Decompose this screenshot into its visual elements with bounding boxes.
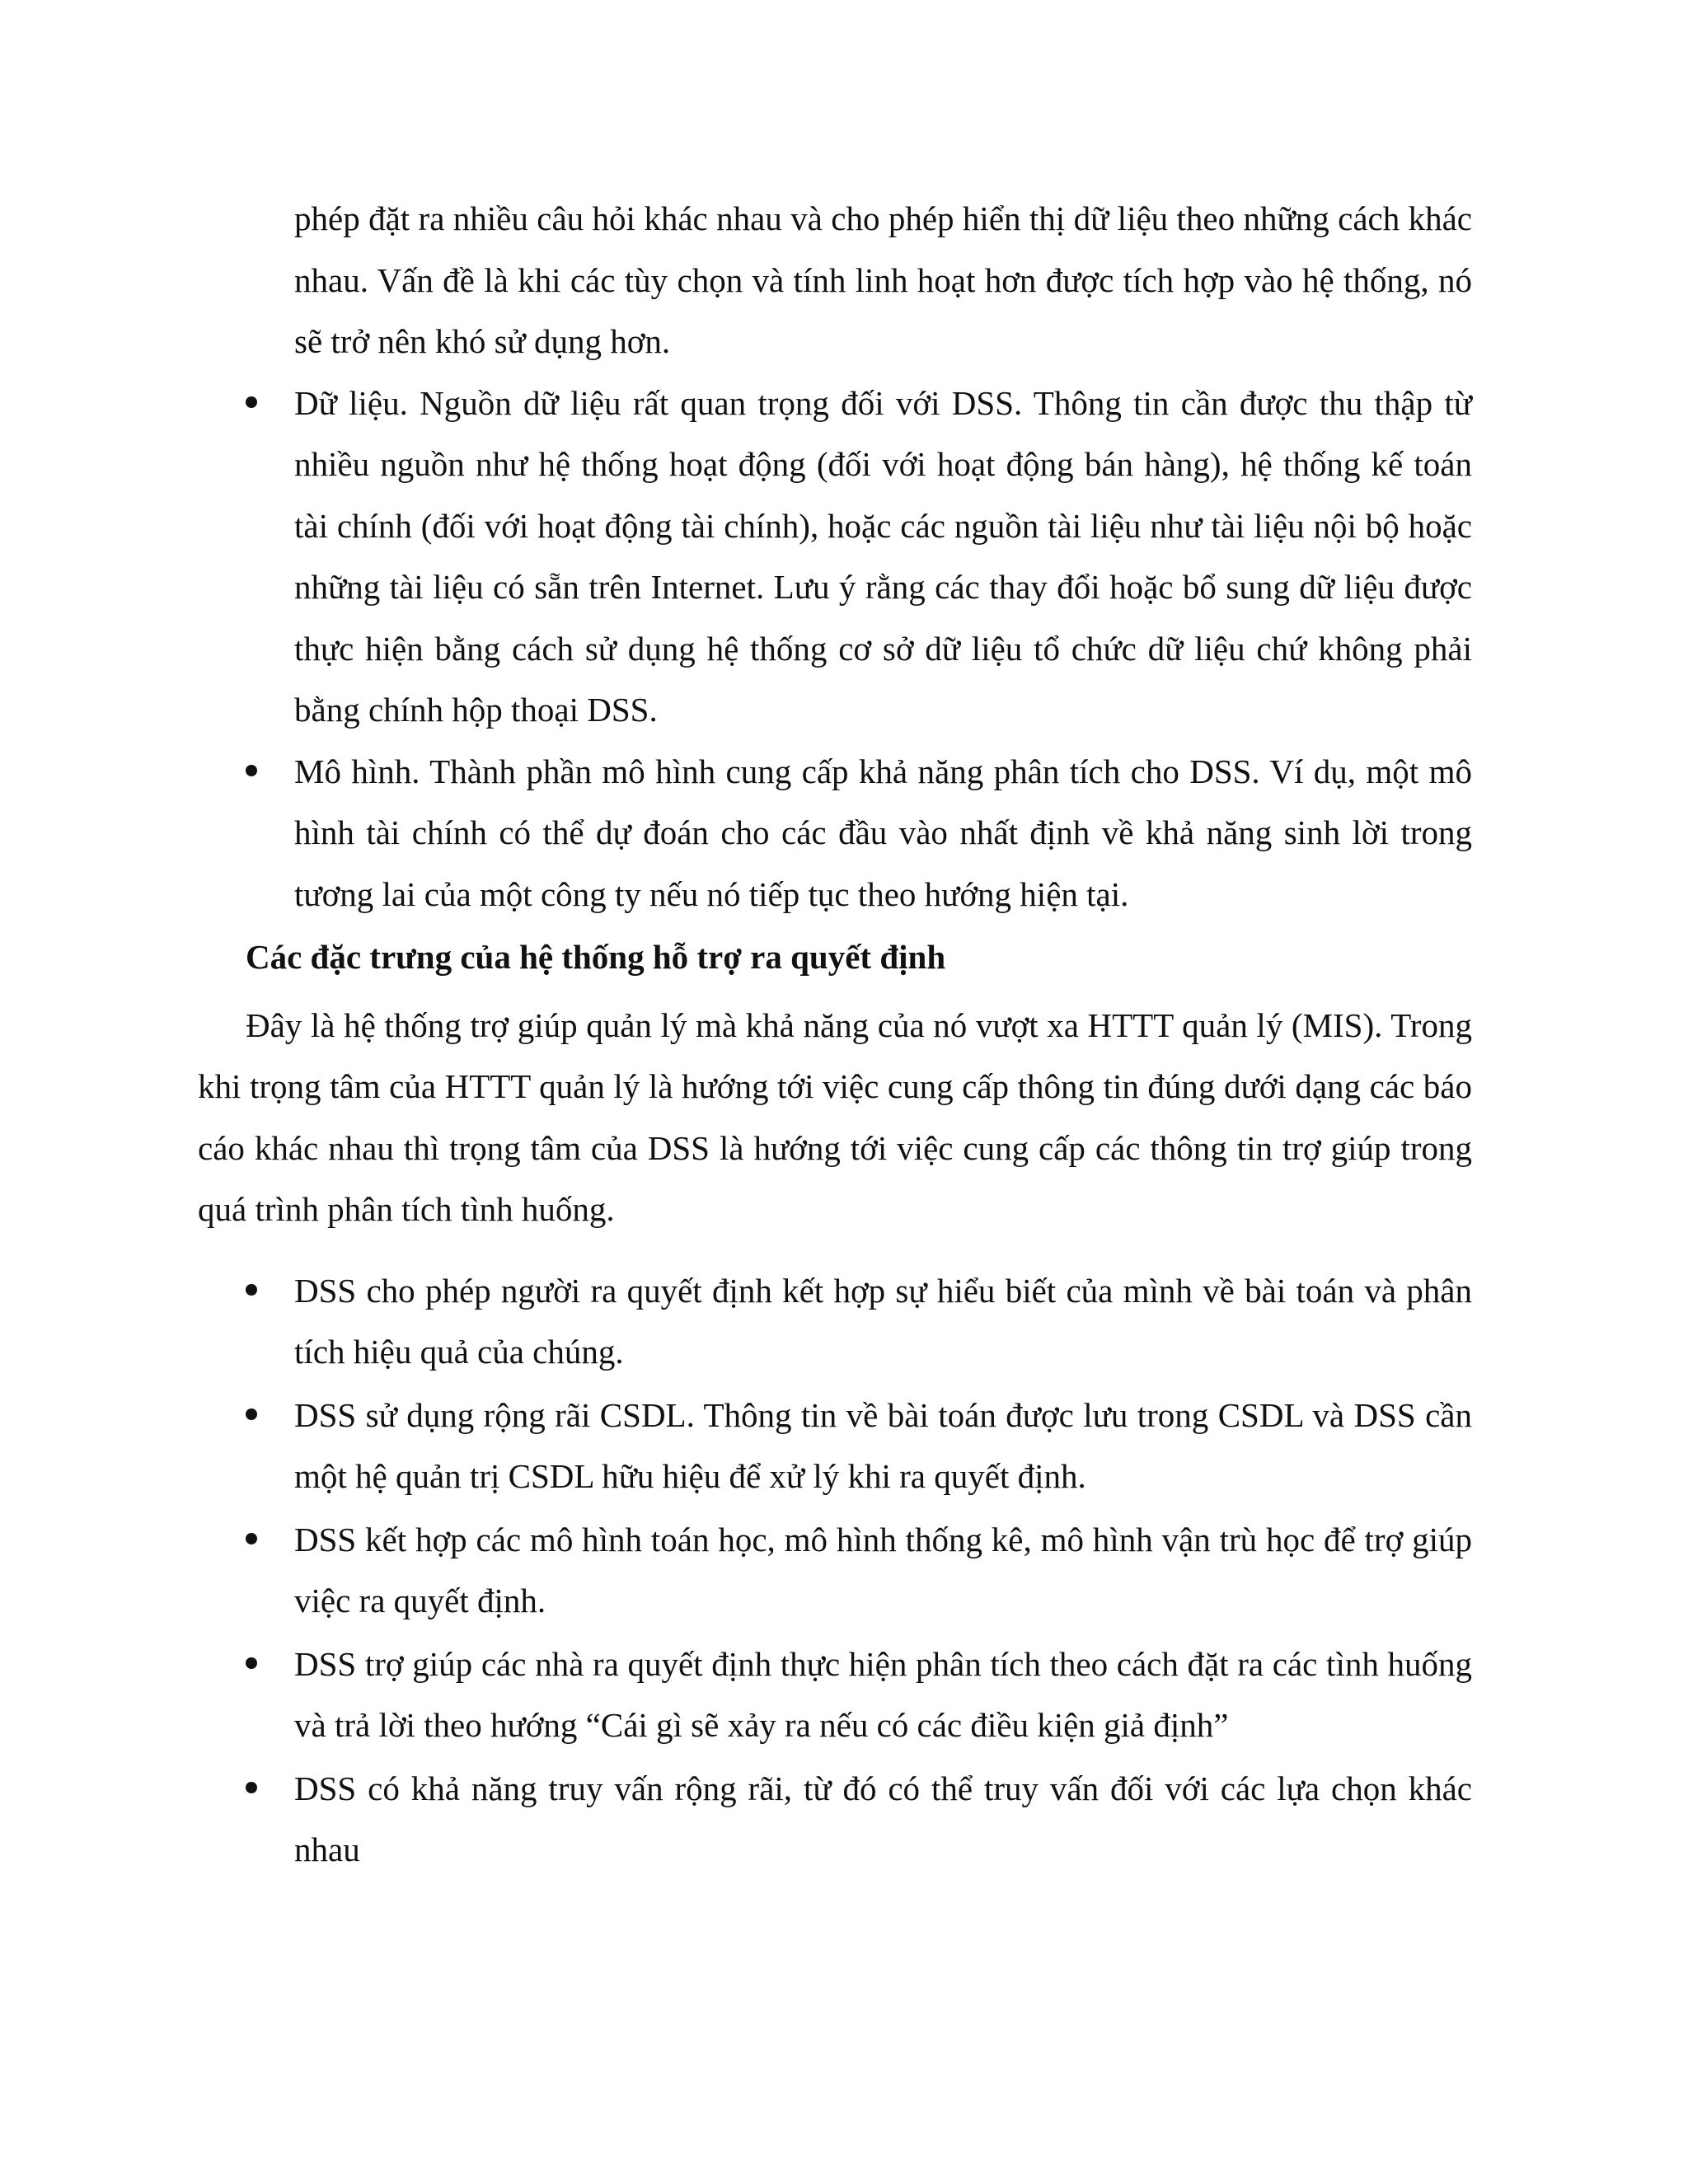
bullet-icon: [246, 396, 257, 408]
bullet-icon: [246, 765, 257, 776]
intro-paragraph: Đây là hệ thống trợ giúp quản lý mà khả năng của nó vượt xa HTTT quản lý (MIS). Trong khi trọng tâm của HTTT quản lý là hướng tới việc cung cấp thông tin đúng dưới dạng các báo cáo khác nhau thì trọng tâm của DSS là hướng tới việc cung cấp các thông tin trợ giúp trong quá trình phân tích tình huống.: [198, 1005, 1472, 1228]
list-item: [198, 1509, 1472, 1632]
list-item: [198, 1385, 1472, 1507]
list-item-text: DSS kết hợp các mô hình toán học, mô hình thống kê, mô hình vận trù học để trợ giúp việc ra quyết định.: [294, 1520, 1472, 1619]
section-heading: Các đặc trưng của hệ thống hỗ trợ ra quyết định: [246, 938, 946, 976]
list-item-text: DSS có khả năng truy vấn rộng rãi, từ đó có thể truy vấn đối với các lựa chọn khác nhau: [294, 1769, 1472, 1868]
list-item: [198, 1633, 1472, 1756]
list-item-text: DSS cho phép người ra quyết định kết hợp sự hiểu biết của mình về bài toán và phân tích hiệu quả của chúng.: [294, 1271, 1472, 1371]
bullet-icon: [246, 1284, 257, 1296]
dss-components-list: [198, 373, 1472, 926]
dss-characteristics-list: [198, 1260, 1472, 1881]
bullet-icon: [246, 1782, 257, 1793]
list-item-text: DSS trợ giúp các nhà ra quyết định thực hiện phân tích theo cách đặt ra các tình huống và trả lời theo hướng “Cái gì sẽ xảy ra nếu có các điều kiện giả định”: [294, 1644, 1472, 1744]
list-item-text: Dữ liệu. Nguồn dữ liệu rất quan trọng đối với DSS. Thông tin cần được thu thập từ nhiều nguồn như hệ thống hoạt động (đối với hoạt động bán hàng), hệ thống kế toán tài chính (đối với hoạt động tài chính), hoặc các nguồn tài liệu như tài liệu nội bộ hoặc những tài liệu có sẵn trên Internet. Lưu ý rằng các thay đổi hoặc bổ sung dữ liệu được thực hiện bằng cách sử dụng hệ thống cơ sở dữ liệu tổ chức dữ liệu chứ không phải bằng chính hộp thoại DSS.: [294, 383, 1472, 729]
list-item: [198, 373, 1472, 741]
bullet-icon: [246, 1408, 257, 1420]
list-item-text: Mô hình. Thành phần mô hình cung cấp khả năng phân tích cho DSS. Ví dụ, một mô hình tài chính có thể dự đoán cho các đầu vào nhất định về khả năng sinh lời trong tương lai của một công ty nếu nó tiếp tục theo hướng hiện tại.: [294, 752, 1472, 913]
list-item: [198, 741, 1472, 926]
list-item-text: DSS sử dụng rộng rãi CSDL. Thông tin về bài toán được lưu trong CSDL và DSS cần một hệ quản trị CSDL hữu hiệu để xử lý khi ra quyết định.: [294, 1395, 1472, 1495]
list-item: [198, 1260, 1472, 1383]
bullet-icon: [246, 1657, 257, 1669]
list-item: [198, 1758, 1472, 1881]
bullet-icon: [246, 1533, 257, 1544]
continued-list-item: phép đặt ra nhiều câu hỏi khác nhau và cho phép hiển thị dữ liệu theo những cách khác nhau. Vấn đề là khi các tùy chọn và tính linh hoạt hơn được tích hợp vào hệ thống, nó sẽ trở nên khó sử dụng hơn.: [294, 199, 1472, 360]
page-content: [198, 188, 1472, 1882]
